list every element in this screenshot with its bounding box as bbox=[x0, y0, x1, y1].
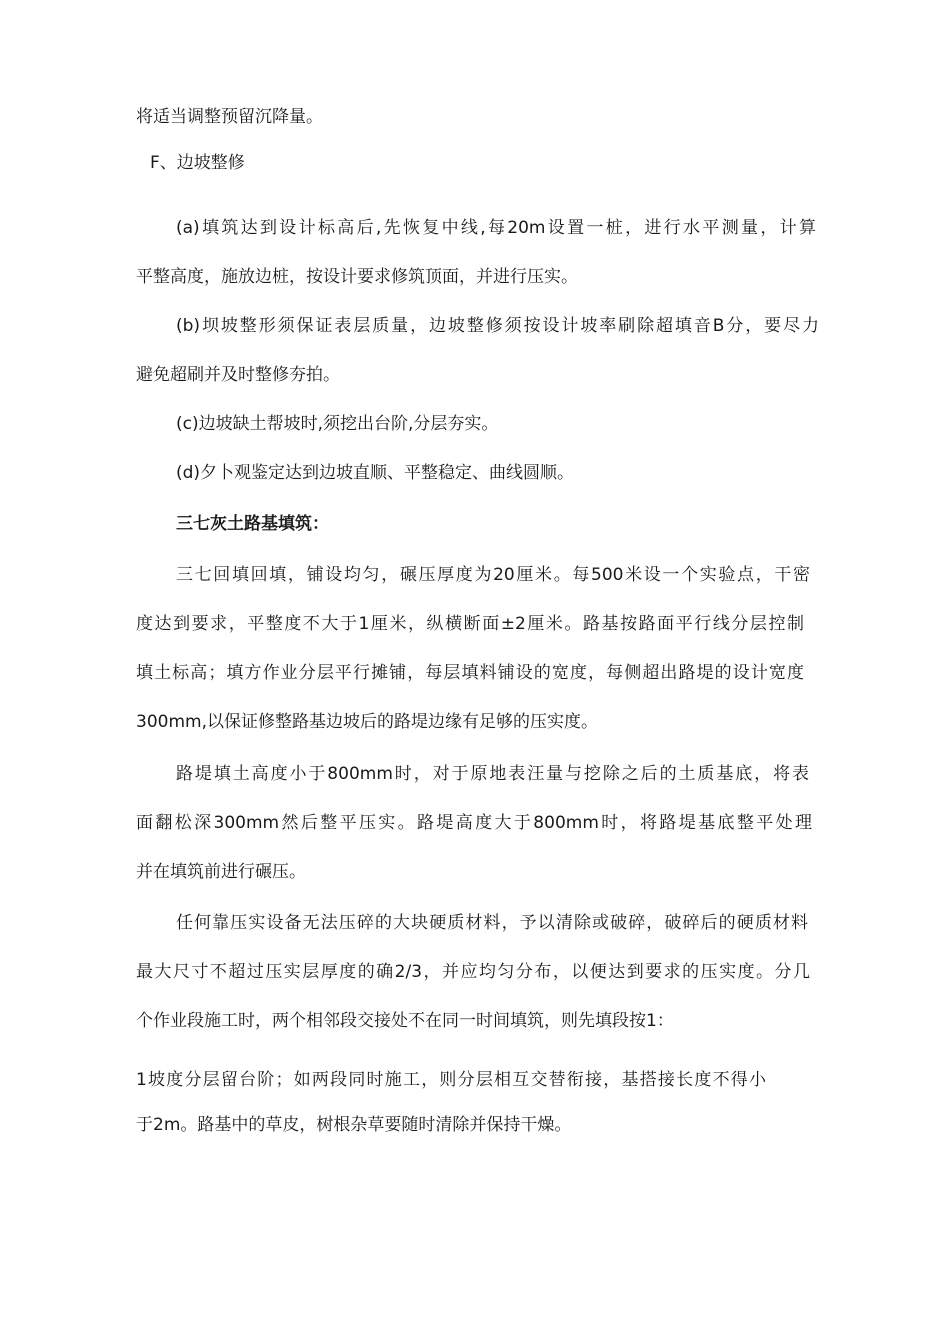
text-line: 平整高度，施放边桩，按设计要求修筑顶面，并进行压实。 bbox=[136, 267, 578, 287]
text-line: 路堤填土高度小于800mm时，对于原地表汪量与挖除之后的土质基底，将表 bbox=[176, 764, 809, 784]
text-line: 300mm,以保证修整路基边坡后的路堤边缘有足够的压实度。 bbox=[136, 712, 598, 732]
section-heading: F、边坡整修 bbox=[150, 153, 245, 173]
section-heading: 三七灰土路基填筑： bbox=[176, 514, 329, 534]
text-line: 任何靠压实设备无法压碎的大块硬质材料，予以清除或破碎，破碎后的硬质材料 bbox=[176, 913, 808, 933]
text-line: (a)填筑达到设计标高后,先恢复中线,每20m设置一桩，进行水平测量，计算 bbox=[176, 218, 816, 238]
text-line: 于2m。路基中的草皮，树根杂草要随时清除并保持干燥。 bbox=[136, 1115, 572, 1135]
text-line: 最大尺寸不超过压实层厚度的确2/3，并应均匀分布，以便达到要求的压实度。分几 bbox=[136, 962, 810, 982]
text-line: 面翻松深300mm然后整平压实。路堤高度大于800mm时，将路堤基底整平处理 bbox=[136, 813, 812, 833]
text-line: 度达到要求，平整度不大于1厘米，纵横断面±2厘米。路基按路面平行线分层控制 bbox=[136, 614, 804, 634]
text-line: (d)夕卜观鉴定达到边坡直顺、平整稳定、曲线圆顺。 bbox=[176, 463, 575, 483]
text-line: 避免超刷并及时整修夯拍。 bbox=[136, 365, 340, 385]
text-line: 填土标高；填方作业分层平行摊铺，每层填料铺设的宽度，每侧超出路堤的设计宽度 bbox=[136, 663, 804, 683]
text-line: 个作业段施工时，两个相邻段交接处不在同一时间填筑，则先填段按1： bbox=[136, 1011, 674, 1031]
text-line: (c)边坡缺土帮坡时,须挖出台阶,分层夯实。 bbox=[176, 414, 499, 434]
text-line: 将适当调整预留沉降量。 bbox=[136, 107, 323, 127]
text-line: 三七回填回填，铺设均匀，碾压厚度为20厘米。每500米设一个实验点，干密 bbox=[176, 565, 810, 585]
text-line: (b)坝坡整形须保证表层质量，边坡整修须按设计坡率刷除超填音B分，要尽力 bbox=[176, 316, 819, 336]
text-line: 并在填筑前进行碾压。 bbox=[136, 862, 306, 882]
text-line: 1坡度分层留台阶；如两段同时施工，则分层相互交替衔接，基搭接长度不得小 bbox=[136, 1070, 766, 1090]
